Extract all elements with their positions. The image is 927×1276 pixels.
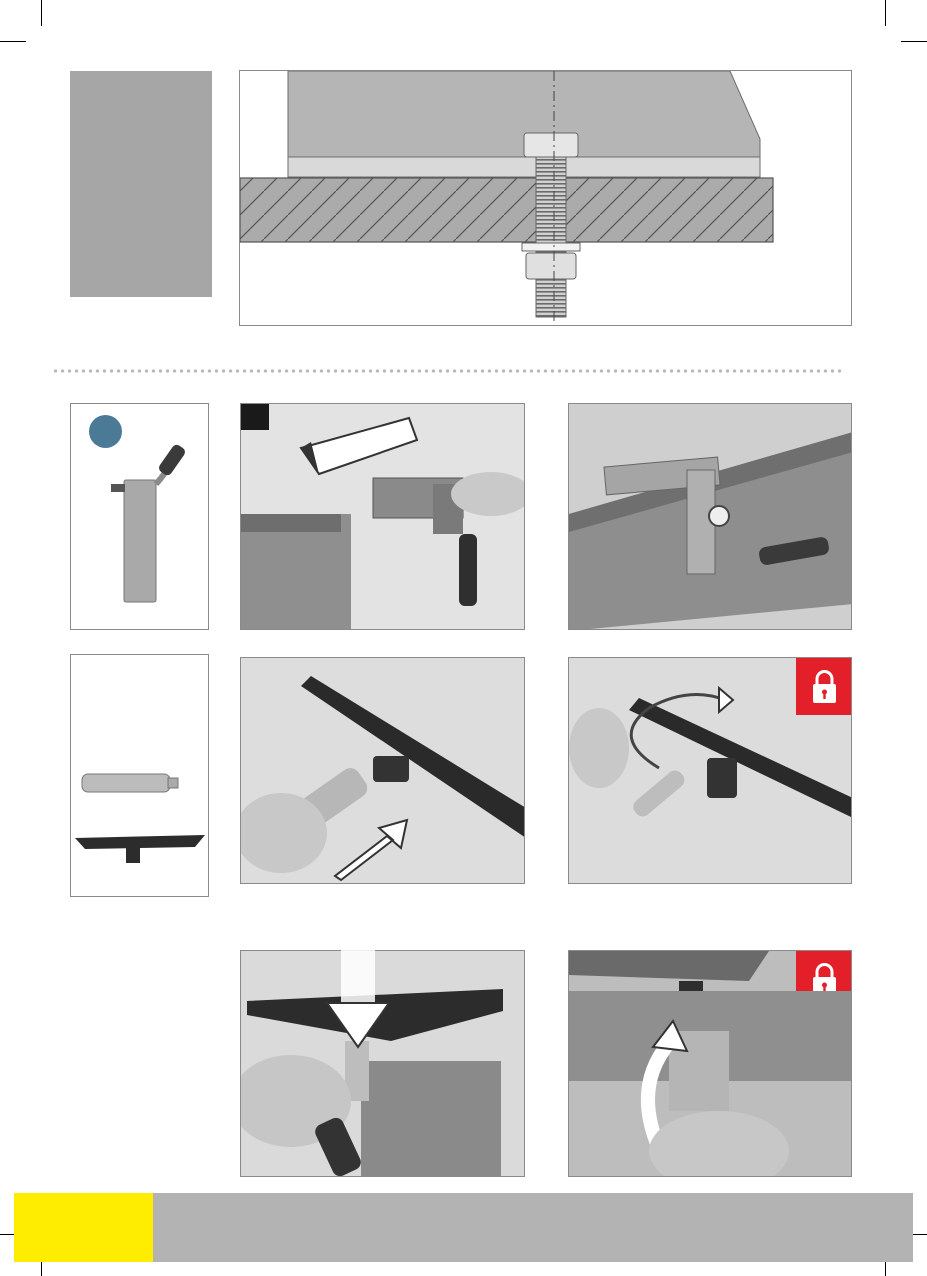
crop-mark [885,0,886,26]
insert-post-into-rest [240,657,525,884]
insert-photo-svg [241,658,525,884]
side-panel [70,71,212,297]
holder-slide-onto-bed [240,403,525,630]
tighten-set-screw [568,657,852,884]
arrow-icon [325,915,405,1095]
holder-part-svg [71,404,209,630]
holder-screw-photo-svg [569,951,852,1177]
screw-photo-svg [569,658,852,884]
section-divider [52,369,842,373]
crop-mark [901,41,927,42]
footer-bar [153,1193,913,1262]
rest-parts-svg [71,655,209,897]
tool-rest-parts [70,654,209,897]
bolt-diagram-svg [240,71,852,326]
footer-accent [14,1193,153,1262]
holder-mounted-on-bed [568,403,852,630]
mounted-photo-svg [569,404,852,630]
tighten-holder-screw [568,950,852,1177]
tool-rest-holder-parts [70,403,209,630]
crop-mark [0,41,26,42]
crop-mark [41,0,42,26]
bolt-mounting-diagram [239,70,852,326]
slide-photo-svg [241,404,525,630]
